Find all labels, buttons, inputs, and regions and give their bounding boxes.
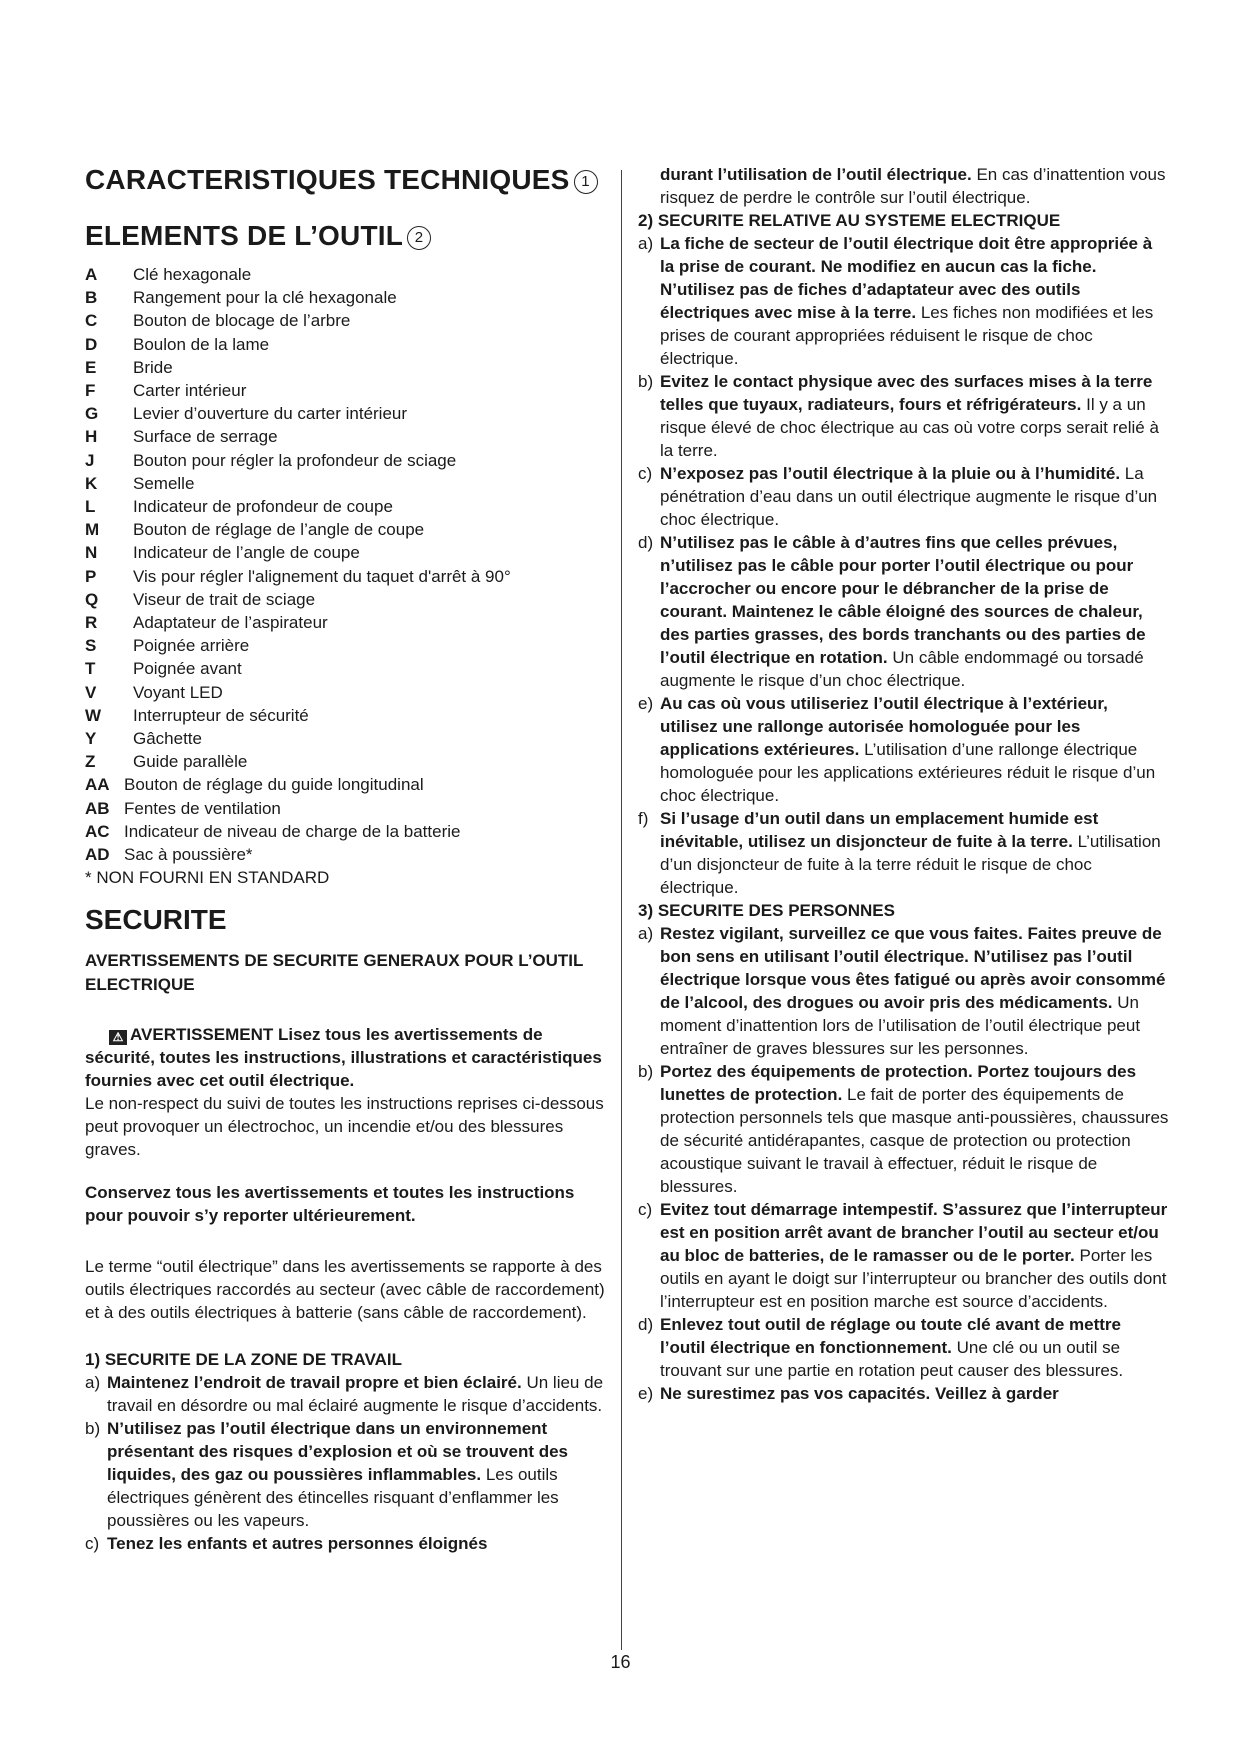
item-label: f) [638,809,649,828]
section-2-heading: 2) SECURITE RELATIVE AU SYSTEME ELECTRIQUE [638,211,1061,230]
part-item [85,541,605,564]
section-3-item-d [638,1313,1170,1382]
term-definition: Le terme “outil électrique” dans les avertissements se rapporte à des outils électriques raccordés au secteur (avec câble de raccordement) et à des outils électriques à batterie (sans câble de raccordement). [85,1257,605,1323]
part-letter: F [85,381,96,401]
part-letter: Y [85,729,97,749]
section-3-item-b [638,1060,1170,1198]
item-label: a) [85,1373,101,1393]
part-label: Guide parallèle [133,752,248,772]
item-text: Le fait de porter des équipements de protection personnels tels que masque anti-poussières, chaussures de sécurité antidérapantes, casque de protection ou protection acoustique suivant le travail à effectuer, réduit le risque de blessures. [660,1085,1169,1196]
part-letter: R [85,613,98,633]
section-title-securite: SECURITE [85,904,227,936]
item-label: b) [638,1062,654,1081]
part-label: Bouton de réglage du guide longitudinal [124,775,424,795]
item-text: La pénétration d’eau dans un outil électrique augmente le risque d’un choc électrique. [660,464,1158,529]
part-item [85,681,605,704]
part-letter: AB [85,798,110,818]
part-label: Poignée avant [133,659,242,679]
part-item [85,309,605,332]
item-label: e) [638,1384,654,1403]
part-label: Bouton de réglage de l’angle de coupe [133,520,425,540]
item-label: b) [85,1419,101,1439]
item-text: Les fiches non modifiées et les prises de courant appropriées réduisent le risque de choc électrique. [660,303,1154,368]
item-bold: durant l’utilisation de l’outil électrique. [660,165,972,184]
section-2-item-f [638,807,1170,899]
section-1-heading: 1) SECURITE DE LA ZONE DE TRAVAIL [85,1350,403,1370]
item-label: c) [638,1200,653,1219]
part-item [85,333,605,356]
part-label: Rangement pour la clé hexagonale [133,288,397,308]
item-bold: N’exposez pas l’outil électrique à la pluie ou à l’humidité. [660,464,1121,483]
item-bold: Evitez tout démarrage intempestif. S’assurez que l’interrupteur est en position arrêt avant de brancher l’outil au secteur et/ou au bloc de batteries, de le ramasser ou de le porter. [660,1200,1168,1265]
section-2-item-a [638,232,1170,370]
item-text: Un câble endommagé ou torsadé augmente le risque d’un choc électrique. [660,648,1144,690]
section-1-item-c [85,1532,605,1555]
item-text: Porter les outils en ayant le doigt sur l’interrupteur ou brancher des outils dont l’interrupteur est en position marche est source d’accidents. [660,1246,1167,1311]
part-letter: P [85,566,97,586]
title-tool-elements [85,219,605,253]
part-label: Poignée arrière [133,636,250,656]
part-letter: A [85,265,98,284]
part-item [85,843,605,866]
part-item [85,425,605,448]
section-2-item-c [638,462,1170,531]
item-label: d) [638,1315,654,1334]
keep-instructions: Conservez tous les avertissements et toutes les instructions pour pouvoir s’y reporter ultérieurement. [85,1183,575,1226]
part-label: Gâchette [133,729,202,749]
item-bold: Au cas où vous utiliseriez l’outil électrique à l’extérieur, utilisez une rallonge autorisée homologuée pour les applications extérieures. [660,694,1108,759]
part-label: Levier d’ouverture du carter intérieur [133,404,408,424]
item-bold: N’utilisez pas le câble à d’autres fins que celles prévues, n’utilisez pas le câble pour porter l’outil électrique ou pour l’accrocher ou encore pour le débrancher de la prise de courant. Maintenez le câble éloigné des sources de chaleur, des parties grasses, des bords tranchants ou des parties de l’outil électrique en rotation. [660,533,1146,667]
section-3-heading: 3) SECURITE DES PERSONNES [638,901,895,920]
part-letter: T [85,659,96,679]
part-label: Bouton pour régler la profondeur de sciage [133,450,457,470]
section-2-item-d [638,531,1170,692]
item-bold: Enlevez tout outil de réglage ou toute clé avant de mettre l’outil électrique en fonctionnement. [660,1315,1121,1357]
part-letter: AD [85,845,110,865]
part-item [85,495,605,518]
column-divider [621,170,622,1650]
section-3-item-e [638,1382,1170,1405]
item-label: e) [638,694,654,713]
item-text: Il y a un risque élevé de choc électrique au cas où votre corps serait relié à la terre. [660,395,1159,460]
item-text: Un lieu de travail en désordre ou mal éclairé augmente le risque d’accidents. [107,1373,604,1416]
part-label: Indicateur de l’angle de coupe [133,543,360,563]
part-label: Indicateur de niveau de charge de la batterie [124,821,461,841]
part-label: Sac à poussière* [124,845,253,865]
item-text: L’utilisation d’un disjoncteur de fuite à la terre réduit le risque de choc électrique. [660,832,1161,897]
part-item [85,588,605,611]
item-label: c) [638,464,653,483]
title-technical-characteristics [85,163,605,197]
part-letter: B [85,288,98,308]
item-bold: Tenez les enfants et autres personnes éloignés [107,1534,488,1554]
item-label: a) [638,924,654,943]
section-2-item-b [638,370,1170,462]
item-text: Un moment d’inattention lors de l’utilisation de l’outil électrique peut entraîner de graves blessures sur les personnes. [660,993,1141,1058]
part-letter: L [85,497,96,517]
item-bold: Restez vigilant, surveillez ce que vous faites. Faites preuve de bon sens en utilisant l’outil électrique. N’utilisez pas l’outil électrique lorsque vous êtes fatigué ou après avoir consommé de l’alcool, des drogues ou avoir pris des médicaments. [660,924,1166,1012]
item-bold: Ne surestimez pas vos capacités. Veillez à garder [660,1384,1059,1403]
part-letter: E [85,357,97,377]
part-label: Surface de serrage [133,427,278,447]
part-label: Bouton de blocage de l’arbre [133,311,351,331]
part-letter: C [85,311,98,331]
general-warning [85,1023,605,1161]
item-bold: La fiche de secteur de l’outil électrique doit être appropriée à la prise de courant. Ne modifiez en aucun cas la fiche. N’utilisez pas de fiches d’adaptateur avec des outils électriques avec mise à la terre. [660,234,1153,322]
section-1-item-a [85,1371,605,1417]
part-letter: AA [85,775,110,795]
part-letter: G [85,404,99,424]
warning-bold: AVERTISSEMENT Lisez tous les avertissements de sécurité, toutes les instructions, illustrations et caractéristiques fournies avec cet outil électrique. [85,1025,602,1091]
item-bold: N’utilisez pas l’outil électrique dans un environnement présentant des risques d’explosion et où se trouvent des liquides, des gaz ou poussières inflammables. [107,1419,569,1485]
item-text: Une clé ou un outil se trouvant sur une partie en rotation peut causer des blessures. [660,1338,1124,1380]
part-letter: J [85,450,95,470]
part-letter: N [85,543,98,563]
item-bold: Portez des équipements de protection. Portez toujours des lunettes de protection. [660,1062,1137,1104]
item-label: b) [638,372,654,391]
part-item [85,611,605,634]
title-text: ELEMENTS DE L’OUTIL [85,220,404,251]
part-item [85,657,605,680]
part-item [85,565,605,588]
part-label: Fentes de ventilation [124,798,281,818]
part-item [85,773,605,796]
part-letter: K [85,473,98,493]
warning-triangle-icon: ⚠ [109,1030,127,1045]
part-letter: Z [85,752,96,772]
section-3-item-c [638,1198,1170,1313]
part-letter: V [85,682,97,702]
item-label: a) [638,234,654,253]
part-label: Viseur de trait de sciage [133,589,316,609]
part-letter: W [85,705,102,725]
part-letter: D [85,334,98,354]
item-text: En cas d’inattention vous risquez de perdre le contrôle sur l’outil électrique. [660,165,1166,207]
right-column [638,163,1170,1405]
part-item [85,449,605,472]
page-number: 16 [610,1652,631,1672]
section-3-item-a [638,922,1170,1060]
part-item [85,379,605,402]
parts-note: * NON FOURNI EN STANDARD [85,868,330,888]
part-item [85,634,605,657]
part-item [85,797,605,820]
part-label: Carter intérieur [133,381,247,401]
left-column [85,163,605,1555]
item-text: L’utilisation d’une rallonge électrique homologuée pour les applications extérieures réduit le risque d’un choc électrique. [660,740,1156,805]
part-label: Voyant LED [133,682,223,702]
part-item [85,727,605,750]
part-label: Clé hexagonale [133,265,252,284]
section-1-item-c-continued [638,163,1170,209]
part-letter: S [85,636,97,656]
section-1-item-b [85,1417,605,1532]
item-label: d) [638,533,654,552]
title-text: CARACTERISTIQUES TECHNIQUES [85,164,570,195]
part-letter: Q [85,589,99,609]
part-label: Interrupteur de sécurité [133,705,309,725]
part-item [85,286,605,309]
part-label: Bride [133,357,173,377]
part-label: Semelle [133,473,195,493]
figure-ref-1: 1 [574,170,598,194]
warning-text: Le non-respect du suivi de toutes les instructions reprises ci-dessous peut provoquer un électrochoc, un incendie et/ou des blessures graves. [85,1094,604,1160]
part-letter: M [85,520,100,540]
part-item [85,402,605,425]
part-item [85,704,605,727]
part-item [85,356,605,379]
part-letter: AC [85,821,110,841]
figure-ref-2: 2 [407,226,431,250]
item-bold: Maintenez l’endroit de travail propre et bien éclairé. [107,1373,522,1393]
part-item [85,518,605,541]
part-item [85,263,605,286]
item-label: c) [85,1534,100,1554]
item-bold: Evitez le contact physique avec des surfaces mises à la terre telles que tuyaux, radiateurs, fours et réfrigérateurs. [660,372,1153,414]
part-item [85,472,605,495]
part-label: Vis pour régler l'alignement du taquet d'arrêt à 90° [133,566,511,586]
part-label: Boulon de la lame [133,334,270,354]
part-label: Adaptateur de l’aspirateur [133,613,328,633]
section-2-item-e [638,692,1170,807]
item-text: Les outils électriques génèrent des étincelles risquant d’enflammer les poussières ou les vapeurs. [107,1465,559,1531]
part-label: Indicateur de profondeur de coupe [133,497,393,517]
item-bold: Si l’usage d’un outil dans un emplacement humide est inévitable, utilisez un disjoncteur de fuite à la terre. [660,809,1099,851]
part-item [85,750,605,773]
part-letter: H [85,427,98,447]
safety-subheading: AVERTISSEMENTS DE SECURITE GENERAUX POUR L’OUTIL ELECTRIQUE [85,951,584,995]
parts-list [85,263,605,866]
part-item [85,820,605,843]
